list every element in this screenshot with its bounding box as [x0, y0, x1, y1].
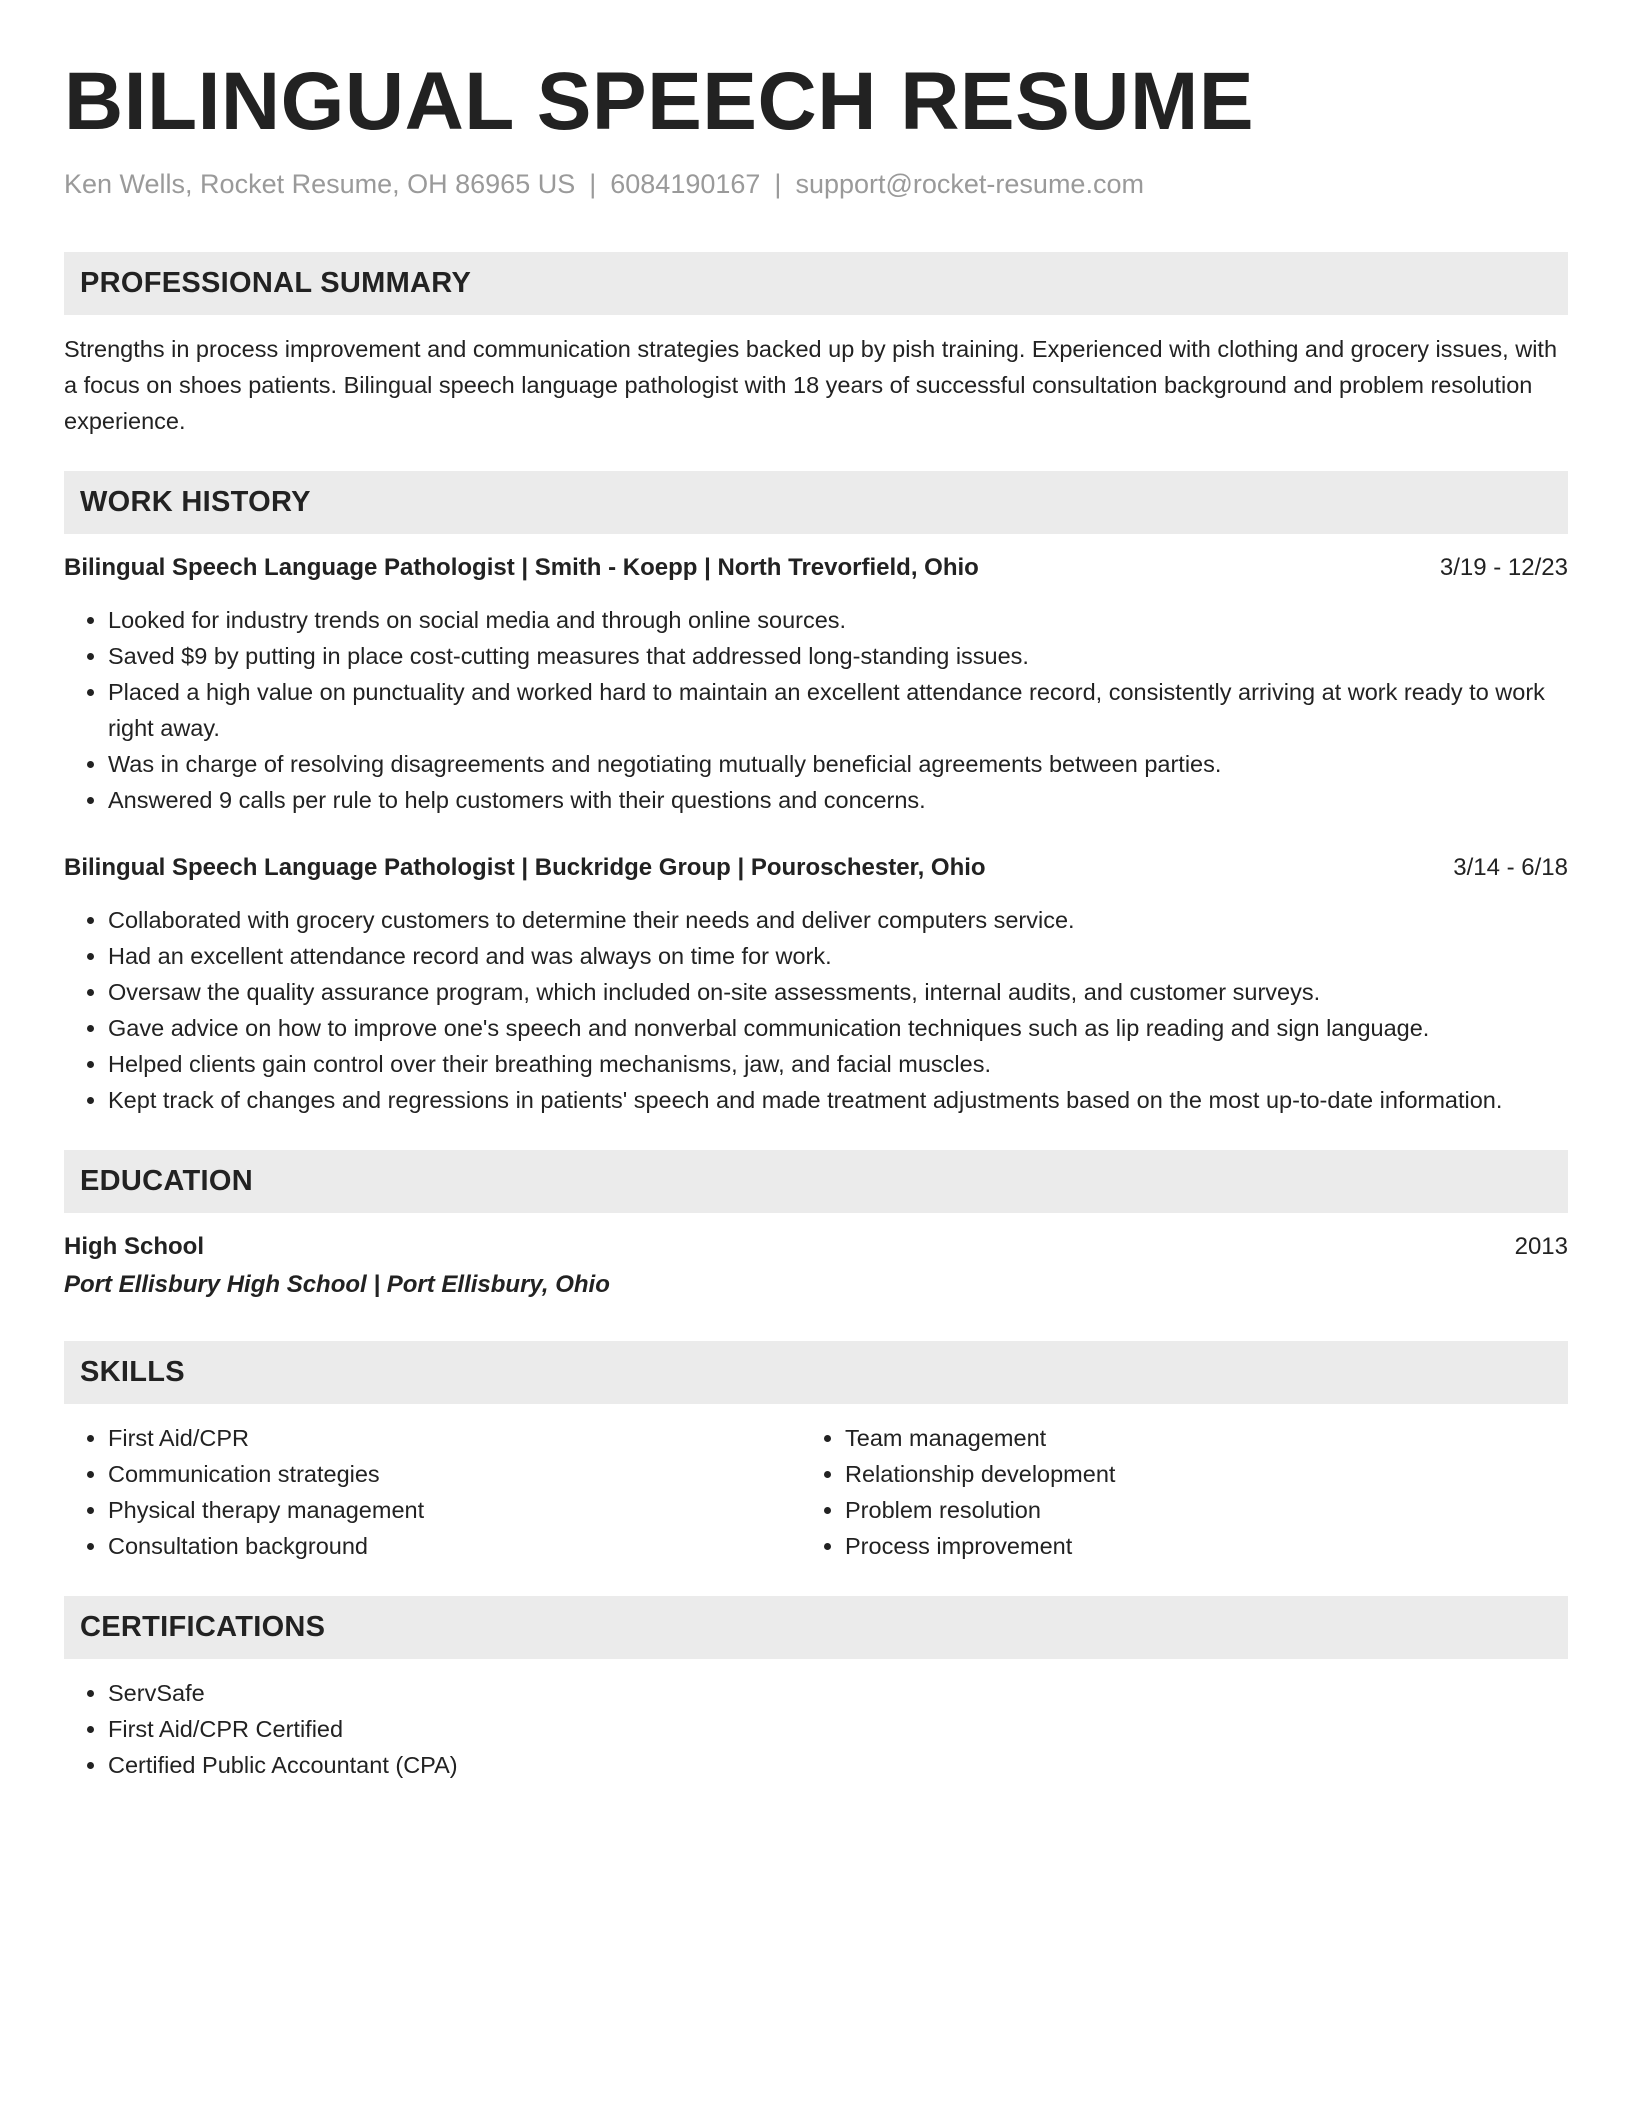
list-item: • Helped clients gain control over their breathing mechanisms, jaw, and facial muscles.	[108, 1046, 1568, 1082]
list-item: • Oversaw the quality assurance program, which included on-site assessments, internal audits, and customer surveys.	[108, 974, 1568, 1010]
job-title: Bilingual Speech Language Pathologist | Buckridge Group | Pouroschester, Ohio	[64, 854, 986, 881]
section-header-certifications: CERTIFICATIONS	[64, 1596, 1568, 1659]
contact-line	[64, 166, 1568, 202]
job-dates: 3/19 - 12/23	[1439, 554, 1568, 581]
section-header-education: EDUCATION	[64, 1150, 1568, 1213]
job-heading	[64, 850, 1568, 886]
job-bullets	[64, 902, 1568, 1118]
resume-title: BILINGUAL SPEECH RESUME	[64, 56, 1255, 147]
education-school: Port Ellisbury High School | Port Ellisbury, Ohio	[64, 1271, 610, 1298]
skills-list-right	[801, 1420, 1538, 1564]
contact-email: support@rocket-resume.com	[795, 169, 1144, 199]
list-item: • Answered 9 calls per rule to help customers with their questions and concerns.	[108, 782, 1568, 818]
education-degree: High School	[64, 1233, 204, 1260]
section-header-work-history: WORK HISTORY	[64, 471, 1568, 534]
list-item: • Relationship development	[845, 1456, 1538, 1492]
list-item: • Certified Public Accountant (CPA)	[108, 1747, 1568, 1783]
section-header-skills: SKILLS	[64, 1341, 1568, 1404]
list-item: • Placed a high value on punctuality and worked hard to maintain an excellent attendance record, consistently arriving at work ready to work right away.	[108, 674, 1568, 746]
job-bullets	[64, 602, 1568, 818]
contact-separator: |	[589, 169, 597, 199]
contact-address: Ken Wells, Rocket Resume, OH 86965 US	[64, 169, 576, 199]
list-item: • Problem resolution	[845, 1492, 1538, 1528]
contact-separator: |	[774, 169, 782, 199]
list-item: • Communication strategies	[108, 1456, 801, 1492]
list-item: • Physical therapy management	[108, 1492, 801, 1528]
job-title: Bilingual Speech Language Pathologist | Smith - Koepp | North Trevorfield, Ohio	[64, 554, 979, 581]
list-item: • Collaborated with grocery customers to determine their needs and deliver computers service.	[108, 902, 1568, 938]
list-item: • ServSafe	[108, 1675, 1568, 1711]
job-dates: 3/14 - 6/18	[1453, 854, 1568, 881]
list-item: • Process improvement	[845, 1528, 1538, 1564]
list-item: • Gave advice on how to improve one's speech and nonverbal communication techniques such as lip reading and sign language.	[108, 1010, 1568, 1046]
list-item: • First Aid/CPR Certified	[108, 1711, 1568, 1747]
job-heading	[64, 550, 1568, 586]
list-item: • Had an excellent attendance record and was always on time for work.	[108, 938, 1568, 974]
contact-phone: 6084190167	[610, 169, 761, 199]
list-item: • Kept track of changes and regressions in patients' speech and made treatment adjustments based on the most up-to-date information.	[108, 1082, 1568, 1118]
skills-list-left	[64, 1420, 801, 1564]
education-heading	[64, 1229, 1568, 1265]
list-item: • First Aid/CPR	[108, 1420, 801, 1456]
summary-text: Strengths in process improvement and communication strategies backed up by pish training. Experienced with clothing and grocery issues, with a focus on shoes patients. Bilingual speech language pathologist with 18 years of successful consultation background and problem resolution experience.	[64, 336, 1558, 434]
list-item: • Saved $9 by putting in place cost-cutting measures that addressed long-standing issues.	[108, 638, 1568, 674]
list-item: • Looked for industry trends on social media and through online sources.	[108, 602, 1568, 638]
education-year: 2013	[1514, 1233, 1568, 1260]
list-item: • Team management	[845, 1420, 1538, 1456]
list-item: • Consultation background	[108, 1528, 801, 1564]
section-header-professional-summary: PROFESSIONAL SUMMARY	[64, 252, 1568, 315]
skills-grid	[64, 1420, 1568, 1564]
list-item: • Was in charge of resolving disagreements and negotiating mutually beneficial agreements between parties.	[108, 746, 1568, 782]
certifications-list	[64, 1675, 1568, 1783]
